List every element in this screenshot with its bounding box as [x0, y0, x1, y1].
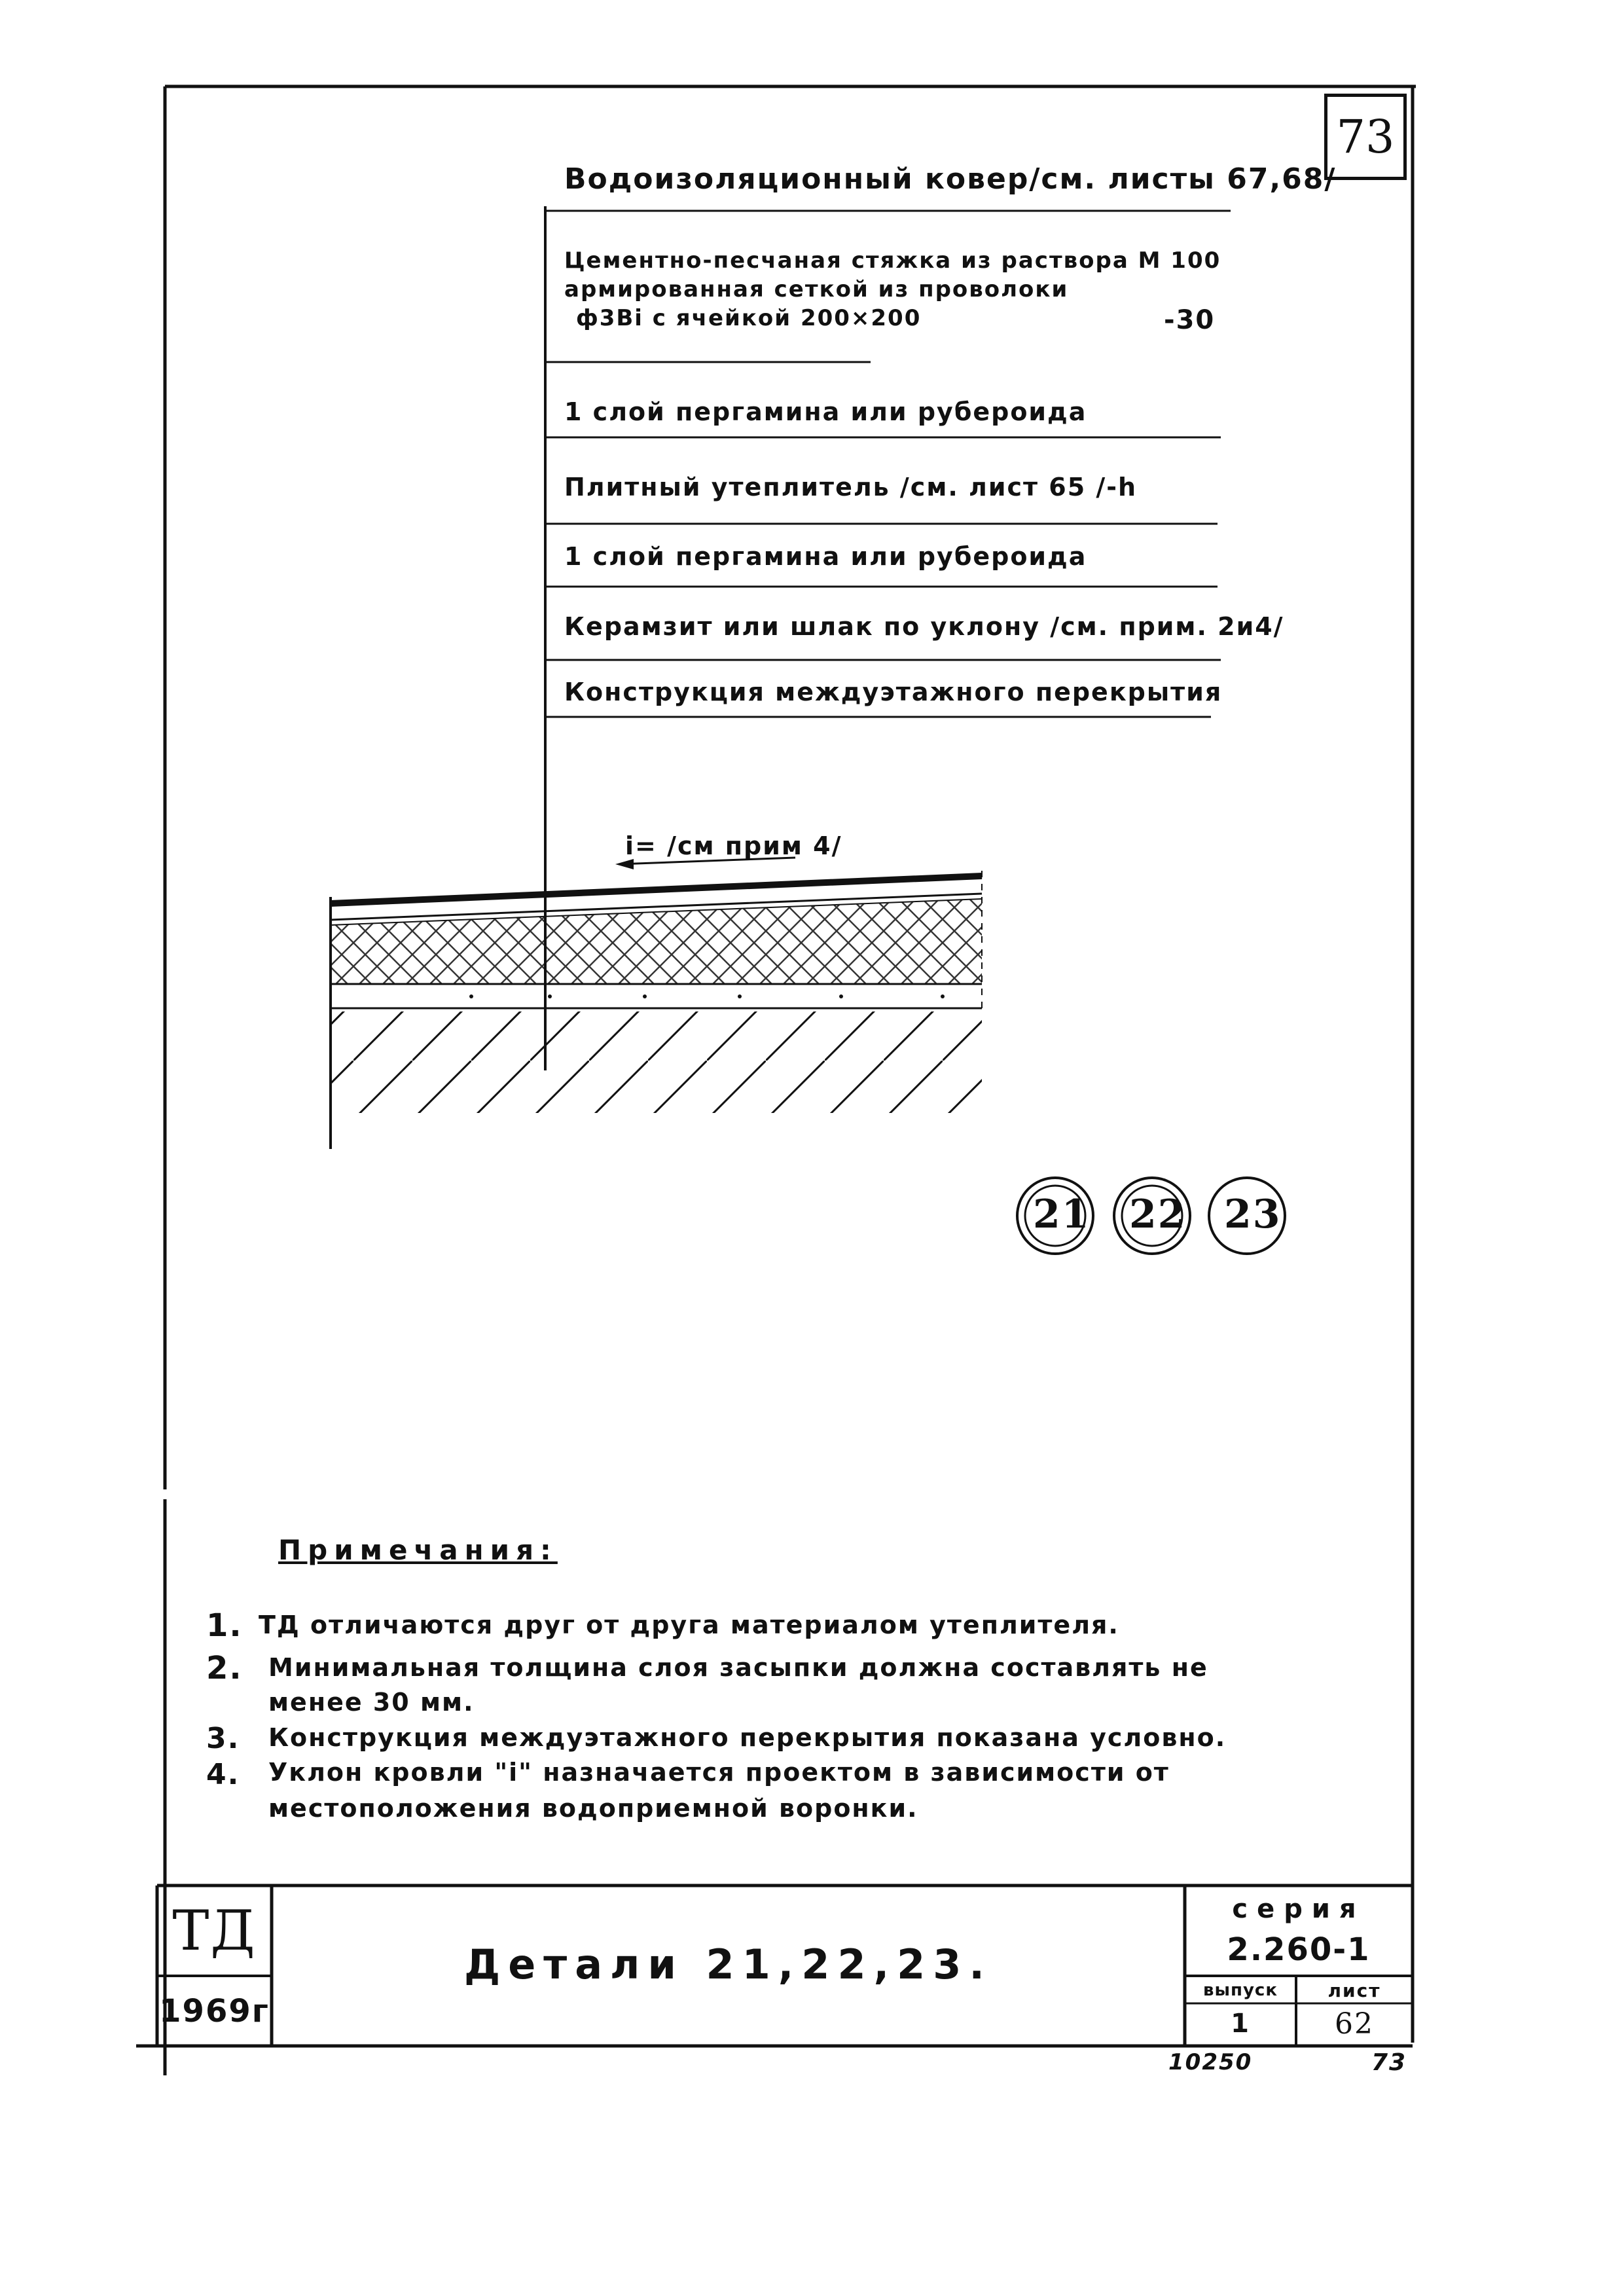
- detail-mark-22: 22: [1129, 1192, 1187, 1237]
- note-3-text: Конструкция междуэтажного перекрытия показана условно.: [268, 1723, 1227, 1752]
- layer-label-insulation: Плитный утеплитель /см. лист 65 /-h: [564, 473, 1138, 501]
- layer-label-roofing-felt-bottom: 1 слой пергамина или рубероида: [564, 542, 1087, 571]
- layer-label-screed-line1: Цементно-песчаная стяжка из раствора М 100: [564, 247, 1221, 274]
- sheet-label: лист: [1327, 1979, 1381, 2001]
- series-value: 2.260-1: [1227, 1931, 1371, 1968]
- issue-label: выпуск: [1203, 1980, 1278, 2000]
- layer-label-screed-dim: -30: [1164, 305, 1216, 335]
- drawing-title: Детали 21,22,23.: [464, 1940, 992, 1988]
- notes-title: Примечания:: [278, 1534, 558, 1566]
- detail-mark-21: 21: [1033, 1192, 1091, 1237]
- note-2-text-line1: Минимальная толщина слоя засыпки должна составлять не: [268, 1653, 1208, 1682]
- layer-label-screed-line2: армированная сеткой из проволоки: [564, 276, 1069, 302]
- layer-label-waterproofing: Водоизоляционный ковер/см. листы 67,68/: [564, 162, 1337, 196]
- note-1-number: 1.: [206, 1607, 243, 1644]
- layer-label-roofing-felt-top: 1 слой пергамина или рубероида: [564, 397, 1087, 426]
- footer-archive-number: 10250: [1168, 2049, 1253, 2075]
- issue-value: 1: [1231, 2009, 1250, 2039]
- layer-label-backfill: Керамзит или шлак по уклону /см. прим. 2и4/: [564, 612, 1284, 641]
- footer-page-number: 73: [1371, 2049, 1407, 2076]
- title-block-code: ТД: [172, 1899, 257, 1963]
- note-4-number: 4.: [206, 1758, 240, 1791]
- note-1-text: ТД отличаются друг от друга материалом утеплителя.: [259, 1611, 1119, 1639]
- detail-mark-23: 23: [1224, 1192, 1282, 1237]
- series-label: серия: [1232, 1893, 1365, 1924]
- title-block-year: 1969г: [159, 1992, 270, 2030]
- note-2-text-line2: менее 30 мм.: [268, 1688, 475, 1717]
- slope-label: i= /см прим 4/: [625, 831, 842, 860]
- note-4-text-line1: Уклон кровли "i" назначается проектом в зависимости от: [268, 1758, 1170, 1787]
- sheet-value: 62: [1335, 2007, 1374, 2041]
- note-4-text-line2: местоположения водоприемной воронки.: [268, 1794, 918, 1823]
- layer-label-screed-line3: ф3Вi с ячейкой 200×200: [576, 305, 922, 331]
- sheet-number: 73: [1324, 94, 1407, 180]
- note-2-number: 2.: [206, 1650, 243, 1686]
- note-3-number: 3.: [206, 1722, 240, 1755]
- layer-label-floor-slab: Конструкция междуэтажного перекрытия: [564, 678, 1223, 706]
